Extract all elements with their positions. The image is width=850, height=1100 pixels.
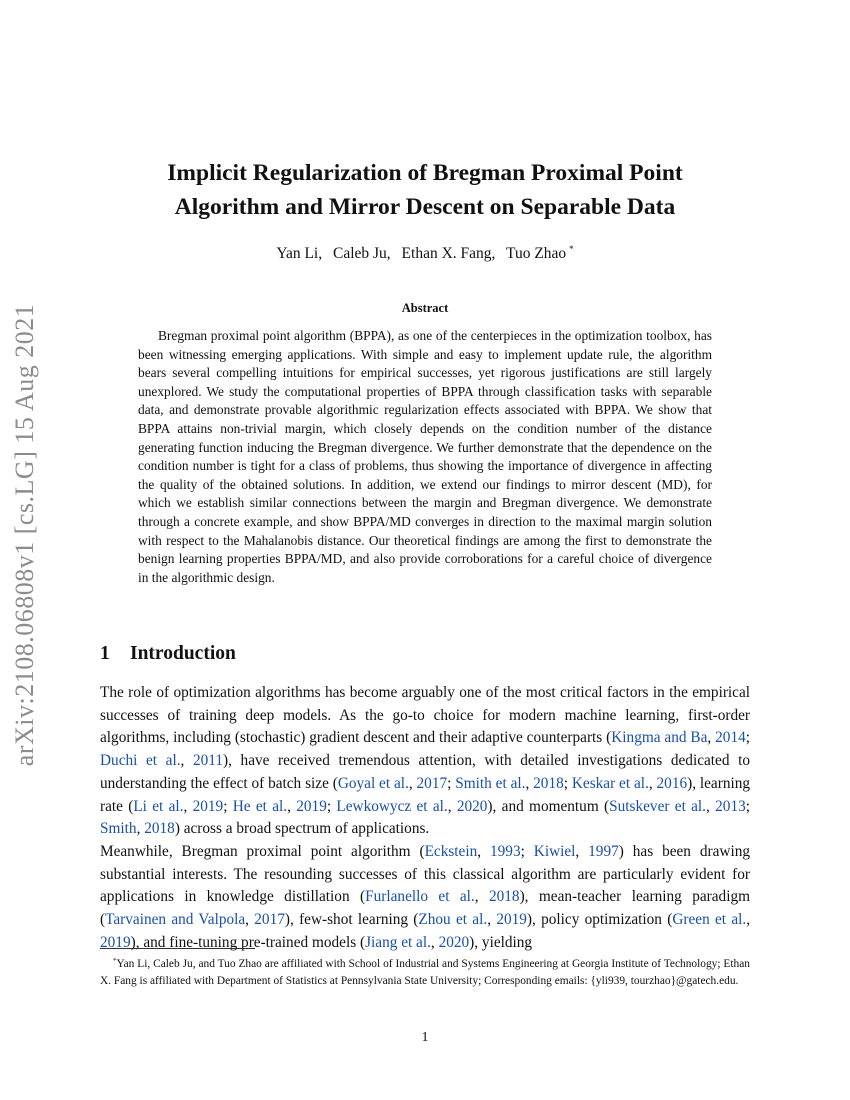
citation-link[interactable]: Green et al. [672,911,747,929]
arxiv-identifier-stamp [2,290,48,780]
intro-text: ) has been drawing substantial interests. The resounding successes of this classical algorithm are particularly evident for applications in knowledge distillation ( [100,842,750,906]
citation-link[interactable]: 2020 [456,797,488,815]
citation-link[interactable]: He et al. [232,797,288,815]
section-number: 1 [100,643,110,664]
citation-link[interactable]: 2017 [416,774,448,792]
arxiv-identifier: arXiv:2108.06808v1 [cs.LG] 15 Aug 2021 [10,303,39,767]
citation-link[interactable]: Smith [100,820,137,838]
intro-text: ) across a broad spectrum of applications. [174,820,430,838]
citation-link[interactable]: 1997 [588,842,619,860]
paper-title [100,156,750,224]
citation-link[interactable]: 2018 [533,774,564,792]
citation-separator: ; [520,842,534,860]
citation-link[interactable]: Smith et al. [455,774,526,792]
citation-link[interactable]: 2020 [438,933,470,951]
intro-text: The role of optimization algorithms has become arguably one of the most critical factors in the empirical successes of training deep models. As the go-to choice for modern machine learning, first-order algorithms, including (stochastic) gradient descent and their adaptive counterparts ( [100,684,750,747]
section-heading [100,643,750,665]
title-line-1: Implicit Regularization of Bregman Proximal Point [167,160,683,186]
author-list [100,244,750,263]
citation-separator: , [447,797,457,815]
citation-link[interactable]: 2018 [488,888,520,906]
citation-link[interactable]: Zhou et al. [418,911,488,929]
intro-text: ), yielding [469,933,533,951]
citation-link[interactable]: Jiang et al. [365,933,431,951]
citation-separator: ; [223,797,233,815]
intro-text: ), learning rate ( [100,774,751,815]
citation-link[interactable]: 2017 [254,911,285,929]
citation-link[interactable]: Keskar et al. [571,774,649,792]
citation-separator: , [746,911,751,929]
section-title: Introduction [130,643,236,664]
citation-separator: , [648,774,657,792]
intro-text: ), few-shot learning ( [284,911,419,929]
intro-text: ), and momentum ( [487,797,610,815]
citation-link[interactable]: 1993 [490,842,521,860]
citation-separator: , [183,797,193,815]
intro-text: ), and fine-tuning pre-trained models ( [130,933,366,951]
citation-link[interactable]: Kingma and Ba [611,729,708,747]
citation-separator: , [487,911,497,929]
citation-separator: ; [745,729,750,747]
citation-link[interactable]: 2013 [715,797,746,815]
citation-link[interactable]: 2011 [192,752,224,770]
title-line-2: Algorithm and Mirror Descent on Separable Data [174,194,676,220]
citation-link[interactable]: Lewkowycz et al. [336,797,448,815]
citation-link[interactable]: 2019 [100,933,131,951]
citation-link[interactable]: Duchi et al. [100,752,181,770]
citation-link[interactable]: 2018 [144,820,175,838]
citation-separator: ; [447,774,456,792]
citation-separator: , [245,911,255,929]
citation-separator: , [474,888,489,906]
footnote [100,953,750,989]
citation-link[interactable]: Tarvainen and Valpola [105,911,246,929]
citation-link[interactable]: Li et al. [133,797,184,815]
citation-separator: , [430,933,439,951]
intro-text: ), policy optimization ( [526,911,673,929]
author-name: Caleb Ju, [332,245,391,262]
citation-link[interactable]: 2019 [496,911,527,929]
citation-separator: ; [326,797,337,815]
citation-separator: ; [563,774,572,792]
citation-separator: , [525,774,534,792]
citation-link[interactable]: 2019 [192,797,224,815]
author-name: Ethan X. Fang, [401,245,496,262]
citation-separator: , [408,774,417,792]
citation-separator: ; [745,797,750,815]
citation-separator: , [287,797,297,815]
citation-separator: , [180,752,193,770]
footnote-divider [100,948,255,949]
citation-link[interactable]: Sutskever et al. [609,797,706,815]
footnote-mark: * [113,957,117,965]
author-name: Tuo Zhao [506,245,567,262]
intro-text: Meanwhile, Bregman proximal point algorithm ( [100,842,425,860]
citation-separator: , [707,729,716,747]
citation-separator: , [575,842,589,860]
citation-link[interactable]: Goyal et al. [337,774,409,792]
intro-text: ), have received tremendous attention, with detailed investigations dedicated to understanding the effect of batch size ( [100,752,750,792]
citation-link[interactable]: Kiwiel [533,842,576,860]
author-name: Yan Li, [276,245,323,262]
citation-separator: , [477,842,490,860]
citation-link[interactable]: 2016 [656,774,688,792]
citation-link[interactable]: Furlanello et al. [365,888,475,906]
abstract-heading: Abstract [401,301,449,315]
citation-link[interactable]: 2019 [296,797,327,815]
citation-link[interactable]: Eckstein [424,842,478,860]
intro-paragraph-2 [100,841,750,955]
citation-separator: , [706,797,716,815]
author-footnote-mark: * [569,244,574,254]
citation-link[interactable]: 2014 [715,729,746,747]
citation-separator: , [136,820,145,838]
intro-text: ), mean-teacher learning paradigm ( [100,888,750,929]
page-number: 1 [421,1030,429,1045]
introduction-body [100,682,750,954]
footnote-text: Yan Li, Caleb Ju, and Tuo Zhao are affiliated with School of Industrial and Systems Engineering at Georgia Institute of Technology; Ethan X. Fang is affiliated with Department of Statistics at Pennsylvania State University; Corresponding emails: {yli939, tourzhao}@gatech.edu. [100,958,750,987]
abstract-text: Bregman proximal point algorithm (BPPA), as one of the centerpieces in the optimization toolbox, has been witnessing emerging applications. With simple and easy to implement update rule, the algorithm bears several compelling intuitions for empirical successes, yet rigorous justifications are still largely unexplored. We study the computational properties of BPPA through classification tasks with separable data, and demonstrate provable algorithmic regularization effects associated with BPPA. We show that BPPA attains non-trivial margin, which closely depends on the condition number of the distance generating function inducing the Bregman divergence. We further demonstrate that the dependence on the condition number is tight for a class of problems, thus showing the importance of divergence in affecting the quality of the obtained solutions. In addition, we extend our findings to mirror descent (MD), for which we establish similar connections between the margin and Bregman divergence. We demonstrate through a concrete example, and show BPPA/MD converges in direction to the maximal margin solution with respect to the Mahalanobis distance. Our theoretical findings are among the first to demonstrate the benign learning properties BPPA/MD, and also provide corroborations for a careful choice of divergence in the algorithmic design. [138,328,712,585]
